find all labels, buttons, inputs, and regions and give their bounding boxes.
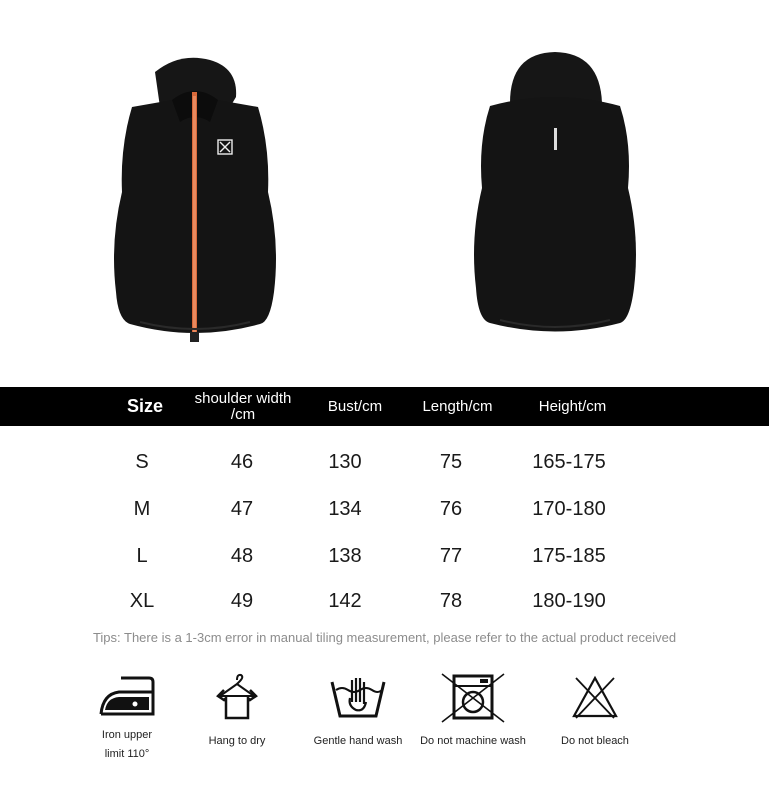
measurement-tip: Tips: There is a 1-3cm error in manual tiling measurement, please refer to the actual product received	[92, 630, 677, 645]
header-size: Size	[126, 396, 164, 416]
iron-label	[67, 726, 187, 764]
care-iron	[67, 672, 187, 764]
care-no-machine-wash	[413, 672, 533, 751]
header-shoulder-line1: shoulder width	[194, 389, 292, 407]
vest-back-image	[470, 48, 640, 343]
table-row	[0, 489, 769, 529]
care-no-bleach	[535, 672, 655, 751]
cell-bust: 134	[328, 497, 362, 520]
hang-label: Hang to dry	[208, 735, 266, 747]
cell-bust: 130	[328, 450, 362, 473]
cell-height: 170-180	[532, 497, 606, 520]
header-bust: Bust/cm	[327, 398, 383, 415]
cell-bust: 138	[328, 544, 362, 567]
cell-height: 165-175	[532, 450, 606, 473]
no-bleach-label: Do not bleach	[561, 735, 629, 747]
no-bleach-icon	[570, 672, 620, 722]
size-table-header	[0, 387, 769, 426]
hanger-icon	[212, 672, 262, 722]
product-images	[0, 0, 769, 385]
cell-shoulder: 46	[230, 450, 254, 473]
table-row	[0, 581, 769, 621]
vest-front-image	[110, 52, 280, 347]
header-shoulder-line2: /cm	[230, 405, 256, 423]
cell-size: L	[136, 544, 148, 567]
table-row	[0, 442, 769, 482]
cell-length: 78	[439, 589, 463, 612]
cell-length: 77	[439, 544, 463, 567]
no-machine-wash-label: Do not machine wash	[420, 735, 526, 747]
cell-shoulder: 49	[230, 589, 254, 612]
cell-size: XL	[129, 589, 155, 612]
iron-label-line2: limit 110°	[104, 748, 150, 760]
cell-shoulder: 47	[230, 497, 254, 520]
hand-wash-label: Gentle hand wash	[313, 735, 403, 747]
cell-size: S	[135, 450, 149, 473]
cell-length: 76	[439, 497, 463, 520]
header-height: Height/cm	[538, 398, 607, 415]
cell-height: 180-190	[532, 589, 606, 612]
no-machine-wash-icon	[440, 672, 506, 724]
cell-shoulder: 48	[230, 544, 254, 567]
cell-length: 75	[439, 450, 463, 473]
iron-label-line1: Iron upper	[101, 729, 153, 741]
iron-icon	[97, 672, 157, 720]
care-hand-wash	[298, 672, 418, 751]
cell-height: 175-185	[532, 544, 606, 567]
cell-size: M	[133, 497, 151, 520]
cell-bust: 142	[328, 589, 362, 612]
header-length: Length/cm	[422, 398, 493, 415]
care-hang	[177, 672, 297, 751]
table-row	[0, 536, 769, 576]
hand-wash-icon	[328, 672, 388, 724]
header-shoulder-width	[178, 387, 308, 426]
